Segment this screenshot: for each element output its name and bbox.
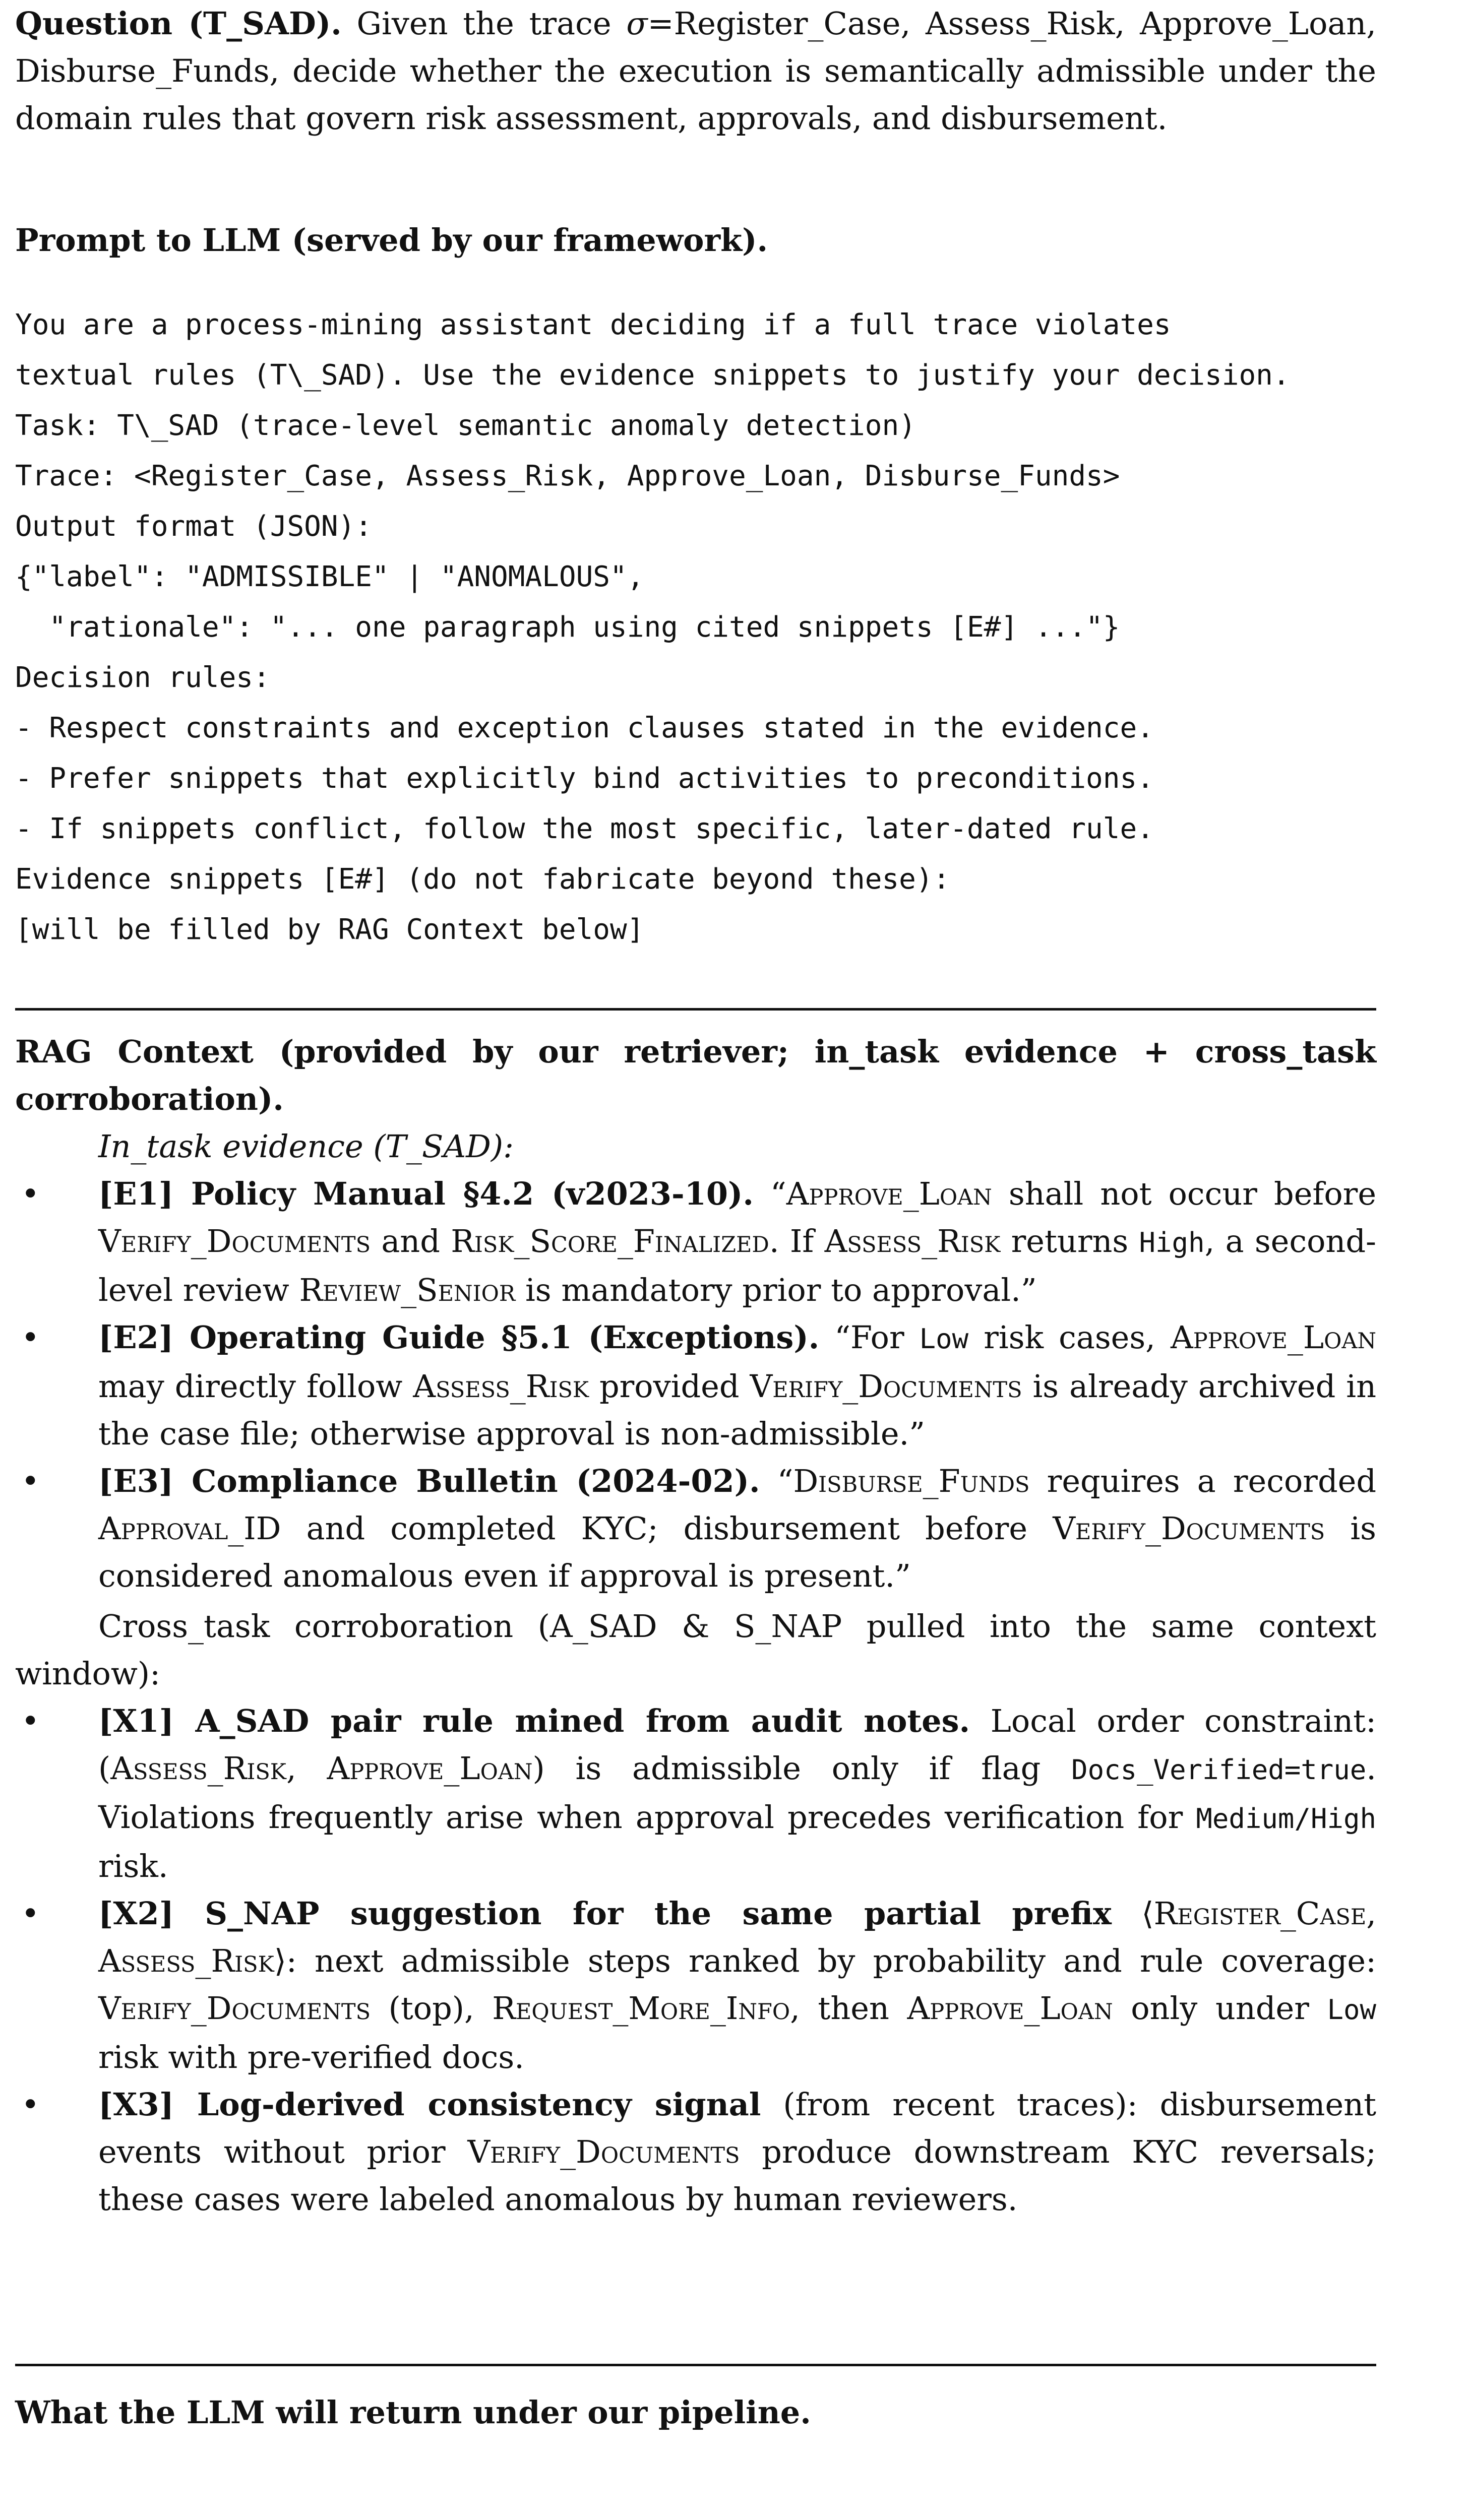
corroboration-item (15, 1697, 1376, 1890)
item-text: requires a recorded (1029, 1463, 1377, 1499)
item-text: risk cases, (968, 1319, 1171, 1356)
item-title: [X2] S_NAP suggestion for the same partial prefix (98, 1895, 1112, 1932)
activity-name: Verify_Documents (98, 1223, 371, 1259)
item-text: ⟩: next admissible steps ranked by probability and rule coverage: (274, 1942, 1376, 1979)
item-text: and (371, 1223, 451, 1259)
corroboration-list (15, 1697, 1376, 2223)
item-text: is considered anomalous even if approval is present.” (98, 1510, 1376, 1594)
item-text: ) is admissible only if flag (532, 1750, 1072, 1787)
activity-name: Risk_Score_Finalized (451, 1223, 769, 1259)
item-text: “For (819, 1319, 920, 1356)
question-heading: Question (T_SAD). (15, 5, 342, 42)
divider (15, 2364, 1376, 2366)
prompt-line: - If snippets conflict, follow the most specific, later-dated rule. (15, 812, 1154, 845)
item-text: (from recent traces): disbursement events without prior (98, 2086, 1376, 2170)
result-line (15, 2515, 1324, 2520)
item-text: , (286, 1750, 327, 1787)
item-text: ⟨ (1111, 1895, 1154, 1932)
item-title: [E3] Compliance Bulletin (2024-02). (98, 1463, 760, 1499)
cross-task-label: Cross_task corroboration (A_SAD & S_NAP pulled into the same context window): (15, 1608, 1376, 1692)
evidence-list (15, 1170, 1376, 1600)
item-text: . Violations frequently arise when approval precedes verification for (98, 1750, 1376, 1836)
activity-name: Assess_Risk (413, 1368, 589, 1405)
item-text: returns (1000, 1223, 1139, 1259)
prompt-line: You are a process-mining assistant deciding if a full trace violates (15, 308, 1171, 341)
bullet-icon: • (21, 2086, 40, 2123)
item-text: is already archived in the case file; otherwise approval is non-admissible.” (98, 1368, 1377, 1452)
activity-name: Verify_Documents (467, 2133, 740, 2170)
activity-name: Review_Senior (299, 1272, 516, 1308)
prompt-line: Task: T\_SAD (trace-level semantic anomaly detection) (15, 409, 916, 442)
evidence-item (15, 1170, 1376, 1314)
item-text: may directly follow (98, 1368, 413, 1405)
prompt-line: "rationale": "... one paragraph using cited snippets [E#] ..."} (15, 611, 1120, 644)
prompt-code-block (15, 300, 1290, 955)
bullet-icon: • (21, 1175, 40, 1212)
activity-name: Register_Case (1153, 1895, 1367, 1932)
activity-name: Approve_Loan (786, 1175, 992, 1212)
item-text: Local order constraint: ( (98, 1703, 1376, 1787)
rag-heading: RAG Context (provided by our retriever; in_task evidence + cross_task corroboration). (15, 1033, 1376, 1117)
prompt-line: - Respect constraints and exception clauses stated in the evidence. (15, 712, 1154, 744)
item-text: , (1366, 1895, 1376, 1932)
item-title: [X3] Log-derived consistency signal (98, 2086, 761, 2123)
item-text: produce downstream KYC reversals; these cases were labeled anomalous by human reviewers. (98, 2133, 1376, 2218)
prompt-line: [will be filled by RAG Context below] (15, 913, 644, 946)
prompt-line: Decision rules: (15, 661, 270, 694)
item-text: only under (1113, 1990, 1327, 2027)
activity-name: Verify_Documents (750, 1368, 1022, 1405)
activity-name: Approval_ID (98, 1510, 281, 1547)
prompt-line: Evidence snippets [E#] (do not fabricate beyond these): (15, 863, 950, 896)
item-title: [X1] A_SAD pair rule mined from audit notes. (98, 1703, 970, 1739)
evidence-item (15, 1314, 1376, 1458)
item-title: [E2] Operating Guide §5.1 (Exceptions). (98, 1319, 820, 1356)
code-term: Low (1327, 1994, 1377, 2026)
item-text: , a second-level review (98, 1223, 1376, 1308)
activity-name: Assess_Risk (824, 1223, 1001, 1259)
in-task-label: In_task evidence (T_SAD): (98, 1128, 514, 1165)
result-code-block (15, 2515, 1324, 2520)
item-text: “ (760, 1463, 793, 1499)
prompt-line: {"label": "ADMISSIBLE" | "ANOMALOUS", (15, 560, 644, 593)
item-text: risk with pre-verified docs. (98, 2039, 524, 2075)
item-text: , then (790, 1990, 907, 2027)
activity-name: Assess_Risk (110, 1750, 286, 1787)
code-term: Low (919, 1323, 969, 1355)
item-text: shall not occur before (992, 1175, 1377, 1212)
item-text: provided (589, 1368, 750, 1405)
activity-name: Request_More_Info (492, 1990, 790, 2027)
item-text: (top), (371, 1990, 493, 2027)
prompt-line: Trace: <Register_Case, Assess_Risk, Approve_Loan, Disburse_Funds> (15, 460, 1120, 492)
question-paragraph: Question (T_SAD). Given the trace σ=Register_Case, Assess_Risk, Approve_Loan, Disburse_Funds, decide whether the execution is semantically admissible under the domain rules that govern risk assessment, approvals, and disbursement. (15, 5, 1376, 137)
item-text: risk. (98, 1848, 168, 1884)
activity-name: Approve_Loan (1170, 1319, 1376, 1356)
code-term: Docs_Verified=true (1071, 1754, 1367, 1786)
bullet-icon: • (21, 1319, 40, 1356)
prompt-heading: Prompt to LLM (served by our framework). (15, 222, 768, 259)
corroboration-item (15, 2081, 1376, 2223)
activity-name: Verify_Documents (1053, 1510, 1325, 1547)
bullet-icon: • (21, 1463, 40, 1499)
item-text: is mandatory prior to approval.” (515, 1272, 1037, 1308)
sigma-symbol: σ (626, 5, 648, 42)
prompt-line: textual rules (T\_SAD). Use the evidence snippets to justify your decision. (15, 359, 1290, 392)
rag-context-section (15, 1028, 1376, 2223)
item-text: “ (753, 1175, 786, 1212)
activity-name: Disburse_Funds (793, 1463, 1030, 1499)
evidence-item (15, 1458, 1376, 1600)
code-term: High (1139, 1227, 1205, 1258)
activity-name: Approve_Loan (327, 1750, 533, 1787)
bullet-icon: • (21, 1895, 40, 1932)
code-term: Medium/High (1196, 1803, 1376, 1835)
activity-name: Verify_Documents (98, 1990, 371, 2027)
item-title: [E1] Policy Manual §4.2 (v2023-10). (98, 1175, 754, 1212)
divider (15, 1008, 1376, 1011)
item-text: . If (769, 1223, 825, 1259)
prompt-line: - Prefer snippets that explicitly bind activities to preconditions. (15, 762, 1154, 795)
activity-name: Approve_Loan (907, 1990, 1113, 2027)
prompt-line: Output format (JSON): (15, 510, 373, 543)
corroboration-item (15, 1890, 1376, 2081)
item-text: and completed KYC; disbursement before (281, 1510, 1053, 1547)
activity-name: Assess_Risk (98, 1942, 274, 1979)
result-heading: What the LLM will return under our pipeline. (15, 2394, 811, 2431)
bullet-icon: • (21, 1703, 40, 1739)
